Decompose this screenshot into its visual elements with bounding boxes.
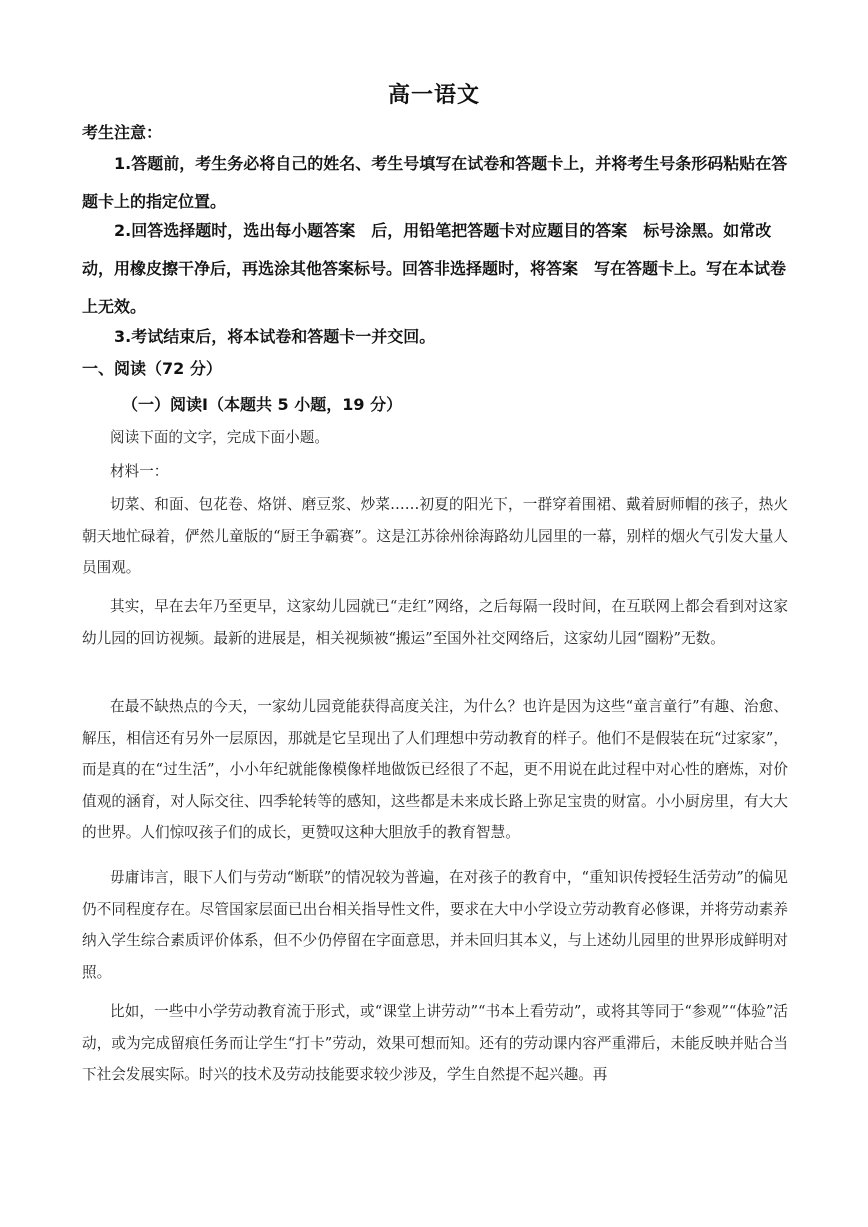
material-label: 材料一： (110, 463, 169, 480)
notice-rule-3: 3.考试结束后，将本试卷和答题卡一并交回。 (114, 327, 436, 346)
section-heading: 一、阅读（72 分） (82, 359, 222, 378)
passage-paragraph-1: 切菜、和面、包花卷、烙饼、磨豆浆、炒菜……初夏的阳光下，一群穿着围裙、戴着厨师帽的孩子，热火朝天地忙碌着，俨然儿童版的“厨王争霸赛”。这是江苏徐州徐海路幼儿园里的一幕，别样的烟火气引发大量人员围观。 (82, 496, 788, 576)
passage-paragraph-4: 毋庸讳言，眼下人们与劳动“断联”的情况较为普遍，在对孩子的教育中，“重知识传授轻生活劳动”的偏见仍不同程度存在。尽管国家层面已出台相关指导性文件，要求在大中小学设立劳动教育必修课，并将劳动素养纳入学生综合素质评价体系，但不少仍停留在字面意思，并未回归其本义，与上述幼儿园里的世界形成鲜明对照。 (82, 869, 788, 981)
reading-instruction: 阅读下面的文字，完成下面小题。 (110, 429, 329, 446)
notice-heading: 考生注意： (82, 123, 163, 142)
passage-paragraph-2: 其实，早在去年乃至更早，这家幼儿园就已“走红”网络，之后每隔一段时间，在互联网上都会看到对这家幼儿园的回访视频。最新的进展是，相关视频被“搬运”至国外社交网络后，这家幼儿园“圈粉”无数。 (82, 598, 788, 647)
passage-paragraph-5: 比如，一些中小学劳动教育流于形式，或“课堂上讲劳动”“书本上看劳动”，或将其等同于“参观”“体验”活动，或为完成留痕任务而让学生“打卡”劳动，效果可想而知。还有的劳动课内容严重滞后，未能反映并贴合当下社会发展实际。时兴的技术及劳动技能要求较少涉及，学生自然提不起兴趣。再 (82, 1003, 788, 1083)
subsection-heading: （一）阅读Ⅰ（本题共 5 小题，19 分） (122, 395, 403, 414)
page-title: 高一语文 (387, 82, 480, 108)
notice-rule-1: 1.答题前，考生务必将自己的姓名、考生号填写在试卷和答题卡上，并将考生号条形码粘贴在答题卡上的指定位置。 (82, 154, 788, 211)
passage-paragraph-3: 在最不缺热点的今天，一家幼儿园竟能获得高度关注，为什么？也许是因为这些“童言童行”有趣、治愈、解压，相信还有另外一层原因，那就是它呈现出了人们理想中劳动教育的样子。他们不是假装在玩“过家家”，而是真的在“过生活”，小小年纪就能像模像样地做饭已经很了不起，更不用说在此过程中对心性的磨炼，对价值观的涵育，对人际交往、四季轮转等的感知，这些都是未来成长路上弥足宝贵的财富。小小厨房里，有大大的世界。人们惊叹孩子们的成长，更赞叹这种大胆放手的教育智慧。 (82, 698, 788, 841)
notice-rule-2: 2.回答选择题时，选出每小题答案 后，用铅笔把答题卡对应题目的答案 标号涂黑。如常改动，用橡皮擦干净后，再选涂其他答案标号。回答非选择题时，将答案 写在答题卡上。写在本试卷上无效。 (82, 221, 787, 316)
